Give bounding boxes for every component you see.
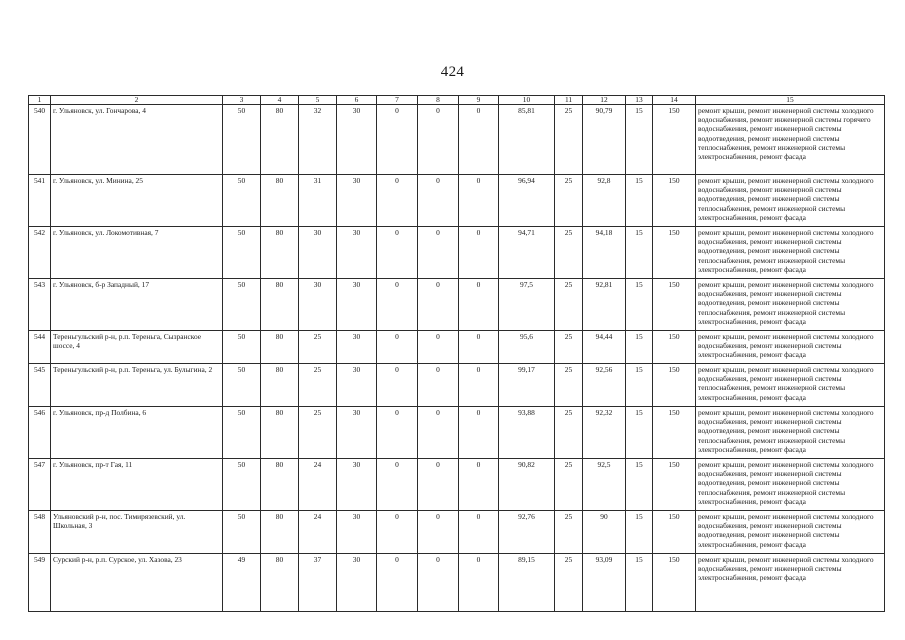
value-cell: 30 [337, 279, 377, 331]
value-cell: 95,6 [499, 331, 555, 364]
value-cell: 0 [418, 175, 459, 227]
value-cell: 25 [555, 554, 583, 612]
works-cell: ремонт крыши, ремонт инженерной системы холодного водоснабжения, ремонт инженерной системы водоотведения, ремонт инженерной системы теплоснабжения, ремонт инженерной системы электроснабжения, ремонт фасада [696, 279, 885, 331]
value-cell: 24 [299, 459, 337, 511]
value-cell: 0 [377, 105, 418, 175]
value-cell: 93,88 [499, 407, 555, 459]
col-header-13: 13 [626, 96, 653, 105]
value-cell: 25 [555, 105, 583, 175]
value-cell: 0 [418, 459, 459, 511]
col-header-15: 15 [696, 96, 885, 105]
value-cell: 0 [377, 459, 418, 511]
value-cell: 89,15 [499, 554, 555, 612]
works-cell: ремонт крыши, ремонт инженерной системы холодного водоснабжения, ремонт инженерной системы водоотведения, ремонт инженерной системы теплоснабжения, ремонт инженерной системы электроснабжения, ремонт фасада [696, 227, 885, 279]
value-cell: 0 [459, 511, 499, 554]
value-cell: 80 [261, 511, 299, 554]
value-cell: 30 [337, 407, 377, 459]
value-cell: 50 [223, 175, 261, 227]
value-cell: 30 [337, 364, 377, 407]
value-cell: 0 [377, 175, 418, 227]
value-cell: 0 [459, 554, 499, 612]
row-number: 547 [29, 459, 51, 511]
value-cell: 24 [299, 511, 337, 554]
value-cell: 15 [626, 105, 653, 175]
col-header-11: 11 [555, 96, 583, 105]
value-cell: 90,79 [583, 105, 626, 175]
col-header-5: 5 [299, 96, 337, 105]
address-cell: Ульяновский р-н, пос. Тимирязевский, ул. Школьная, 3 [51, 511, 223, 554]
value-cell: 92,81 [583, 279, 626, 331]
value-cell: 30 [337, 554, 377, 612]
value-cell: 37 [299, 554, 337, 612]
value-cell: 50 [223, 511, 261, 554]
address-cell: г. Ульяновск, ул. Минина, 25 [51, 175, 223, 227]
value-cell: 93,09 [583, 554, 626, 612]
value-cell: 30 [337, 459, 377, 511]
value-cell: 97,5 [499, 279, 555, 331]
value-cell: 92,76 [499, 511, 555, 554]
row-number: 541 [29, 175, 51, 227]
value-cell: 80 [261, 331, 299, 364]
value-cell: 0 [418, 407, 459, 459]
col-header-2: 2 [51, 96, 223, 105]
value-cell: 80 [261, 175, 299, 227]
value-cell: 0 [377, 511, 418, 554]
value-cell: 50 [223, 105, 261, 175]
value-cell: 0 [418, 364, 459, 407]
works-cell: ремонт крыши, ремонт инженерной системы холодного водоснабжения, ремонт инженерной системы электроснабжения, ремонт фасада [696, 554, 885, 612]
value-cell: 92,5 [583, 459, 626, 511]
works-cell: ремонт крыши, ремонт инженерной системы холодного водоснабжения, ремонт инженерной системы водоотведения, ремонт инженерной системы теплоснабжения, ремонт инженерной системы электроснабжения, ремонт фасада [696, 407, 885, 459]
address-cell: г. Ульяновск, пр-д Полбина, 6 [51, 407, 223, 459]
value-cell: 0 [418, 279, 459, 331]
works-cell: ремонт крыши, ремонт инженерной системы холодного водоснабжения, ремонт инженерной системы водоотведения, ремонт инженерной системы теплоснабжения, ремонт инженерной системы электроснабжения, ремонт фасада [696, 175, 885, 227]
table-row [29, 459, 885, 511]
value-cell: 30 [299, 279, 337, 331]
value-cell: 15 [626, 364, 653, 407]
table-row [29, 511, 885, 554]
value-cell: 80 [261, 227, 299, 279]
row-number: 545 [29, 364, 51, 407]
header-row [29, 96, 885, 105]
value-cell: 25 [555, 364, 583, 407]
value-cell: 150 [653, 279, 696, 331]
value-cell: 0 [377, 364, 418, 407]
value-cell: 80 [261, 407, 299, 459]
page-number: 424 [440, 64, 465, 80]
value-cell: 150 [653, 227, 696, 279]
value-cell: 90 [583, 511, 626, 554]
col-header-10: 10 [499, 96, 555, 105]
value-cell: 50 [223, 459, 261, 511]
value-cell: 15 [626, 511, 653, 554]
value-cell: 25 [299, 364, 337, 407]
value-cell: 30 [337, 105, 377, 175]
value-cell: 0 [459, 364, 499, 407]
value-cell: 30 [337, 175, 377, 227]
value-cell: 50 [223, 364, 261, 407]
value-cell: 0 [377, 554, 418, 612]
col-header-4: 4 [261, 96, 299, 105]
value-cell: 0 [418, 227, 459, 279]
value-cell: 50 [223, 279, 261, 331]
value-cell: 15 [626, 279, 653, 331]
value-cell: 0 [418, 511, 459, 554]
value-cell: 80 [261, 105, 299, 175]
value-cell: 0 [459, 105, 499, 175]
col-header-8: 8 [418, 96, 459, 105]
col-header-1: 1 [29, 96, 51, 105]
value-cell: 25 [555, 227, 583, 279]
table-row [29, 364, 885, 407]
value-cell: 49 [223, 554, 261, 612]
value-cell: 15 [626, 554, 653, 612]
address-cell: г. Ульяновск, ул. Гончарова, 4 [51, 105, 223, 175]
row-number: 542 [29, 227, 51, 279]
value-cell: 0 [377, 407, 418, 459]
value-cell: 80 [261, 554, 299, 612]
value-cell: 30 [337, 511, 377, 554]
value-cell: 80 [261, 364, 299, 407]
table-row [29, 105, 885, 175]
value-cell: 15 [626, 227, 653, 279]
value-cell: 92,8 [583, 175, 626, 227]
value-cell: 25 [555, 175, 583, 227]
value-cell: 150 [653, 364, 696, 407]
value-cell: 25 [555, 279, 583, 331]
value-cell: 150 [653, 554, 696, 612]
value-cell: 30 [337, 227, 377, 279]
col-header-9: 9 [459, 96, 499, 105]
value-cell: 94,44 [583, 331, 626, 364]
value-cell: 15 [626, 459, 653, 511]
value-cell: 99,17 [499, 364, 555, 407]
row-number: 540 [29, 105, 51, 175]
value-cell: 0 [459, 175, 499, 227]
value-cell: 0 [377, 331, 418, 364]
value-cell: 25 [555, 459, 583, 511]
value-cell: 0 [418, 554, 459, 612]
works-cell: ремонт крыши, ремонт инженерной системы холодного водоснабжения, ремонт инженерной системы электроснабжения, ремонт фасада [696, 331, 885, 364]
value-cell: 94,71 [499, 227, 555, 279]
address-cell: Тереньгульский р-н, р.п. Тереньга, ул. Булыгина, 2 [51, 364, 223, 407]
value-cell: 92,32 [583, 407, 626, 459]
col-header-12: 12 [583, 96, 626, 105]
value-cell: 15 [626, 175, 653, 227]
value-cell: 0 [418, 105, 459, 175]
address-cell: г. Ульяновск, пр-т Гая, 11 [51, 459, 223, 511]
value-cell: 90,82 [499, 459, 555, 511]
works-cell: ремонт крыши, ремонт инженерной системы холодного водоснабжения, ремонт инженерной системы теплоснабжения, ремонт инженерной системы электроснабжения, ремонт фасада [696, 364, 885, 407]
address-cell: Сурский р-н, р.п. Сурское, ул. Хазова, 23 [51, 554, 223, 612]
value-cell: 50 [223, 331, 261, 364]
col-header-7: 7 [377, 96, 418, 105]
value-cell: 25 [555, 511, 583, 554]
value-cell: 25 [299, 331, 337, 364]
value-cell: 150 [653, 459, 696, 511]
value-cell: 30 [299, 227, 337, 279]
houses-table [28, 95, 885, 612]
address-cell: г. Ульяновск, ул. Локомотивная, 7 [51, 227, 223, 279]
address-cell: Тереньгульский р-н, р.п. Тереньга, Сызранское шоссе, 4 [51, 331, 223, 364]
value-cell: 50 [223, 407, 261, 459]
works-cell: ремонт крыши, ремонт инженерной системы холодного водоснабжения, ремонт инженерной системы горячего водоснабжения, ремонт инженерной системы водоотведения, ремонт инженерной системы теплоснабжения, ремонт инженерной системы электроснабжения, ремонт фасада [696, 105, 885, 175]
value-cell: 80 [261, 279, 299, 331]
value-cell: 32 [299, 105, 337, 175]
value-cell: 25 [299, 407, 337, 459]
table-row [29, 331, 885, 364]
value-cell: 25 [555, 407, 583, 459]
row-number: 549 [29, 554, 51, 612]
value-cell: 15 [626, 331, 653, 364]
row-number: 548 [29, 511, 51, 554]
table-row [29, 554, 885, 612]
table-row [29, 227, 885, 279]
value-cell: 15 [626, 407, 653, 459]
value-cell: 150 [653, 407, 696, 459]
value-cell: 0 [459, 331, 499, 364]
table-row [29, 407, 885, 459]
value-cell: 150 [653, 105, 696, 175]
value-cell: 30 [337, 331, 377, 364]
table-row [29, 279, 885, 331]
address-cell: г. Ульяновск, б-р Западный, 17 [51, 279, 223, 331]
value-cell: 0 [418, 331, 459, 364]
value-cell: 0 [459, 227, 499, 279]
value-cell: 0 [377, 279, 418, 331]
value-cell: 92,56 [583, 364, 626, 407]
value-cell: 0 [459, 407, 499, 459]
value-cell: 0 [459, 279, 499, 331]
row-number: 543 [29, 279, 51, 331]
value-cell: 0 [377, 227, 418, 279]
value-cell: 25 [555, 331, 583, 364]
row-number: 544 [29, 331, 51, 364]
works-cell: ремонт крыши, ремонт инженерной системы холодного водоснабжения, ремонт инженерной системы водоотведения, ремонт инженерной системы теплоснабжения, ремонт инженерной системы электроснабжения, ремонт фасада [696, 459, 885, 511]
value-cell: 80 [261, 459, 299, 511]
value-cell: 50 [223, 227, 261, 279]
value-cell: 150 [653, 331, 696, 364]
value-cell: 0 [459, 459, 499, 511]
value-cell: 150 [653, 175, 696, 227]
value-cell: 94,18 [583, 227, 626, 279]
value-cell: 31 [299, 175, 337, 227]
row-number: 546 [29, 407, 51, 459]
works-cell: ремонт крыши, ремонт инженерной системы холодного водоснабжения, ремонт инженерной системы водоотведения, ремонт инженерной системы электроснабжения, ремонт фасада [696, 511, 885, 554]
col-header-6: 6 [337, 96, 377, 105]
col-header-14: 14 [653, 96, 696, 105]
value-cell: 85,81 [499, 105, 555, 175]
col-header-3: 3 [223, 96, 261, 105]
value-cell: 150 [653, 511, 696, 554]
value-cell: 96,94 [499, 175, 555, 227]
table-row [29, 175, 885, 227]
